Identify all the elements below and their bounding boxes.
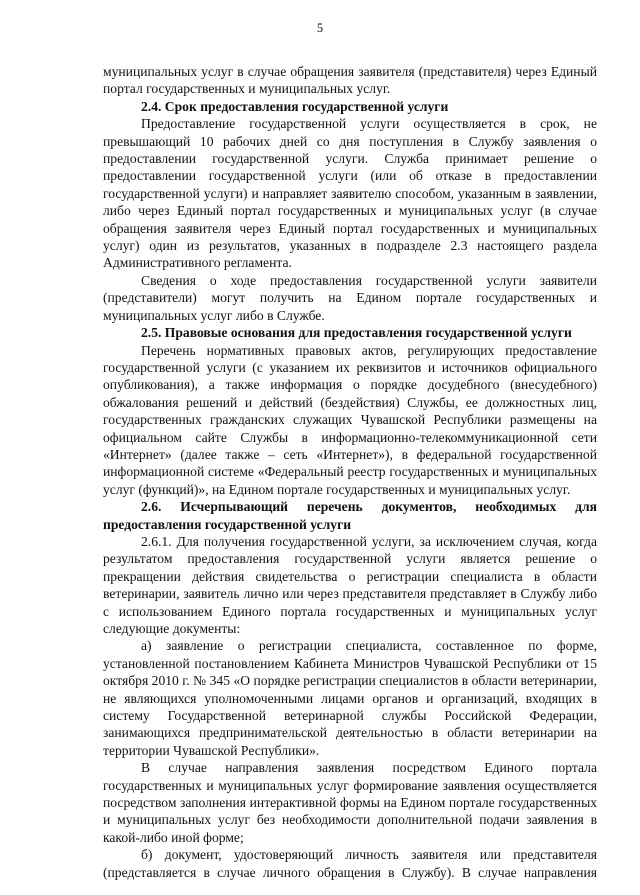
paragraph-portal-submission: В случае направления заявления посредством Единого портала государственных и муниципальных услуг формирование заявления осуществляется посредством заполнения интерактивной формы на Едином портале государственных и муниципальных услуг без необходимости дополнительной подачи заявления в какой-либо иной форме; bbox=[103, 760, 597, 845]
section-heading-2-6-line2: предоставления государственной услуги bbox=[103, 516, 352, 532]
section-heading-2-4: 2.4. Срок предоставления государственной услуги bbox=[141, 98, 449, 114]
paragraph-continuation: муниципальных услуг в случае обращения заявителя (представителя) через Единый портал государственных и муниципальных услуг. bbox=[103, 64, 597, 97]
page-number: 5 bbox=[316, 21, 324, 35]
paragraph-legal-basis: Перечень нормативных правовых актов, регулирующих предоставление государственной услуги (с указанием их реквизитов и источников официального опубликования), а также информация о порядке досудебного (внесудебного) обжалования решений и действий (бездействия) Службы, ее должностных лиц, государственных гражданских служащих Чувашской Республики размещены на официальном сайте Службы в информационно-телекоммуникационной сети «Интернет» (далее также – сеть «Интернет»), в федеральной государственной информационной системе «Федеральный реестр государственных и муниципальных услуг (функций)», на Едином портале государственных и муниципальных услуг. bbox=[103, 342, 597, 497]
section-heading-2-6-line1: 2.6. Исчерпывающий перечень документов, необходимых для bbox=[141, 499, 597, 515]
paragraph-item-a: а) заявление о регистрации специалиста, составленное по форме, установленной постановлением Кабинета Министров Чувашской Республики от 15 октября 2010 г. № 345 «О порядке регистрации специалистов в области ветеринарии, не являющихся уполномоченными лицами органов и организаций, входящих в систему Государственной ветеринарной службы Российской Федерации, занимающихся предпринимательской деятельностью в области ветеринарии на территории Чувашской Республики». bbox=[103, 638, 597, 758]
paragraph-progress-info: Сведения о ходе предоставления государственной услуги заявители (представители) могут получить на Едином портале государственных и муниципальных услуг либо в Службе. bbox=[103, 272, 597, 323]
document-body bbox=[103, 63, 597, 881]
paragraph-2-6-1: 2.6.1. Для получения государственной услуги, за исключением случая, когда результатом предоставления государственной услуги является решение о прекращении действия свидетельства о регистрации специалиста в области ветеринарии, заявитель лично или через представителя представляет в Службу либо с использованием Единого портала государственных и муниципальных услуг следующие документы: bbox=[103, 533, 597, 636]
paragraph-item-b: б) документ, удостоверяющий личность заявителя или представителя (представляется в случае личного обращения в Службу). В случае направления bbox=[103, 847, 597, 880]
paragraph-term: Предоставление государственной услуги осуществляется в срок, не превышающий 10 рабочих дней со дня поступления в Службу заявления о предоставлении государственной услуги. Служба принимает решение о предоставлении государственной услуги (или об отказе в предоставлении государственной услуги) и направляет заявителю способом, указанным в заявлении, либо через Единый портал государственных и муниципальных услуг (в случае обращения заявителя через Единый портал государственных и муниципальных услуг) один из результатов, указанных в подразделе 2.3 настоящего раздела Административного регламента. bbox=[103, 116, 597, 271]
section-heading-2-5: 2.5. Правовые основания для предоставления государственной услуги bbox=[141, 325, 572, 341]
